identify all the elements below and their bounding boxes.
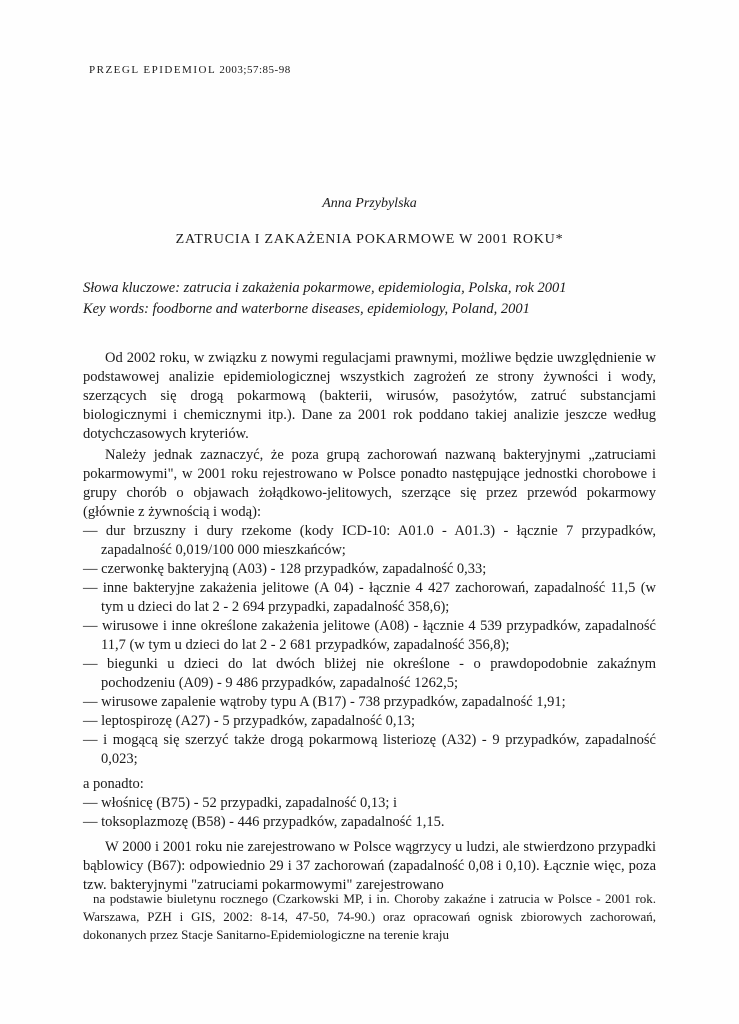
list-item: — toksoplazmozę (B58) - 446 przypadków, zapadalność 1,15. <box>83 814 445 830</box>
also-label: a ponadto: <box>83 776 144 792</box>
list-item: — dur brzuszny i dury rzekome (kody ICD-10: A01.0 - A01.3) - łącznie 7 przypadków, zapadalność 0,019/100 000 mieszkańców; <box>83 523 656 558</box>
list-item: — włośnicę (B75) - 52 przypadki, zapadalność 0,13; i <box>83 795 398 811</box>
running-head <box>89 64 291 76</box>
list-item: — i mogącą się szerzyć także drogą pokarmową listeriozę (A32) - 9 przypadków, zapadalność 0,023; <box>83 732 656 767</box>
paragraph-3: W 2000 i 2001 roku nie zarejestrowano w Polsce wągrzycy u ludzi, ale stwierdzono przypadki bąblowicy (B67): odpowiednio 29 i 37 zachorowań (zapadalność 0,08 i 0,10). Łącznie więc, poza tzw. bakteryjnymi "zatruciami pokarmowymi" zarejestrowano <box>83 839 656 893</box>
list-item: — wirusowe zapalenie wątroby typu A (B17) - 738 przypadków, zapadalność 1,91; <box>83 694 566 710</box>
paragraph-1: Od 2002 roku, w związku z nowymi regulacjami prawnymi, możliwe będzie uwzględnienie w podstawowej analizie epidemiologicznej wszystkich zagrożeń ze strony żywności i wody, szerzących się drogą pokarmową (bakterii, wirusów, pasożytów, zatruć substancjami biologicznymi i chemicznymi itp.). Dane za 2001 rok poddano takiej analizie jeszcze według dotychczasowych kryteriów. <box>83 350 656 442</box>
list-item: — wirusowe i inne określone zakażenia jelitowe (A08) - łącznie 4 539 przypadków, zapadalność 11,7 (w tym u dzieci do lat 2 - 2 681 przypadków, zapadalność 356,8); <box>83 618 656 653</box>
article-body <box>83 349 656 895</box>
list-item: — leptospirozę (A27) - 5 przypadków, zapadalność 0,13; <box>83 713 416 729</box>
article-title: ZATRUCIA I ZAKAŻENIA POKARMOWE W 2001 ROKU* <box>175 232 564 247</box>
list-item: — czerwonkę bakteryjną (A03) - 128 przypadków, zapadalność 0,33; <box>83 561 487 577</box>
list-item: — inne bakteryjne zakażenia jelitowe (A 04) - łącznie 4 427 zachorowań, zapadalność 11,5 (w tym u dzieci do lat 2 - 2 694 przypadki, zapadalność 358,6); <box>83 580 656 615</box>
footnote-text: na podstawie biuletynu rocznego (Czarkowski MP, i in. Choroby zakaźne i zatrucia w Polsce - 2001 rok. Warszawa, PZH i GIS, 2002: 8-14, 47-50, 74-90.) oraz opracowań ognisk zbiorowych zachorowań, dokonanych przez Stacje Sanitarno-Epidemiologiczne na terenie kraju <box>83 891 656 942</box>
author: Anna Przybylska <box>322 196 417 211</box>
keywords-polish: Słowa kluczowe: zatrucia i zakażenia pokarmowe, epidemiologia, Polska, rok 2001 <box>83 280 567 296</box>
list-item: — biegunki u dzieci do lat dwóch bliżej nie określone - o prawdopodobnie zakaźnym pochodzeniu (A09) - 9 486 przypadków, zapadalność 1262,5; <box>83 656 656 691</box>
paragraph-2: Należy jednak zaznaczyć, że poza grupą zachorowań nazwaną bakteryjnymi „zatruciami pokarmowymi", w 2001 roku rejestrowano w Polsce ponadto następujące jednostki chorobowe i grupy chorób o objawach żołądkowo-jelitowych, szerzące się przez przewód pokarmowy (głównie z żywnością i wodą): <box>83 447 656 520</box>
keywords-english: Key words: foodborne and waterborne diseases, epidemiology, Poland, 2001 <box>83 301 530 317</box>
keywords <box>83 278 663 320</box>
citation: 2003;57:85-98 <box>219 64 291 76</box>
journal-name: PRZEGL EPIDEMIOL <box>89 64 217 76</box>
footnote <box>83 890 656 944</box>
